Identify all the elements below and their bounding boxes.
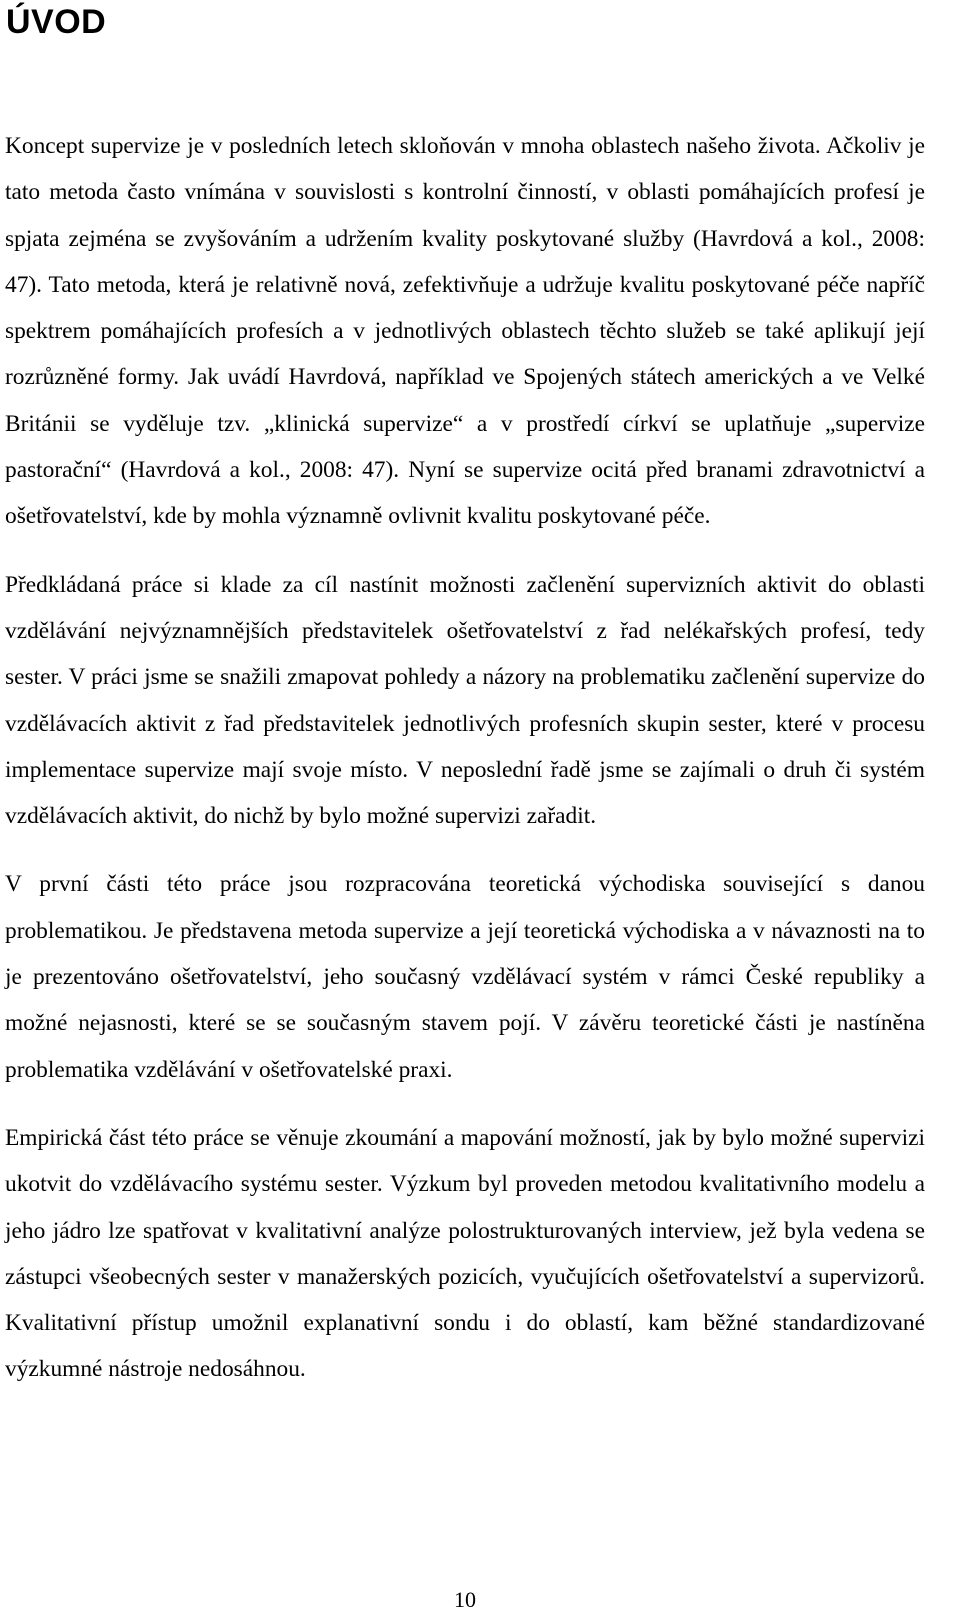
paragraph-1: Koncept supervize je v posledních letech skloňován v mnoha oblastech našeho života. Ačkoliv je tato metoda často vnímána v souvislosti s kontrolní činností, v oblasti pomáhajících profesí je spjata zejména se zvyšováním a udržením kvality poskytované služby (Havrdová a kol., 2008: 47). Tato metoda, která je relativně nová, zefektivňuje a udržuje kvalitu poskytované péče napříč spektrem pomáhajících profesích a v jednotlivých oblastech těchto služeb se také aplikují její rozrůzněné formy. Jak uvádí Havrdová, například ve Spojených státech amerických a ve Velké Británii se vyděluje tzv. „klinická supervize“ a v prostředí církví se uplatňuje „supervize pastorační“ (Havrdová a kol., 2008: 47). Nyní se supervize ocitá před branami zdravotnictví a ošetřovatelství, kde by mohla významně ovlivnit kvalitu poskytované péče. [5,133,925,530]
paragraph-3: V první části této práce jsou rozpracována teoretická východiska související s danou problematikou. Je představena metoda supervize a její teoretická východiska a v návaznosti na to je prezentováno ošetřovatelství, jeho současný vzdělávací systém v rámci České republiky a možné nejasnosti, které se se současným stavem pojí. V závěru teoretické části je nastíněna problematika vzdělávání v ošetřovatelské praxi. [5,871,925,1083]
document-body [5,123,925,1393]
page-title: ÚVOD [6,3,107,41]
paragraph-4: Empirická část této práce se věnuje zkoumání a mapování možností, jak by bylo možné supervizi ukotvit do vzdělávacího systému sester. Výzkum byl proveden metodou kvalitativního modelu a jeho jádro lze spatřovat v kvalitativní analýze polostrukturovaných interview, jež byla vedena se zástupci všeobecných sester v manažerských pozicích, vyučujících ošetřovatelství a supervizorů. Kvalitativní přístup umožnil explanativní sondu i do oblastí, kam běžné standardizované výzkumné nástroje nedosáhnou. [5,1124,925,1383]
page-number: 10 [454,1587,476,1612]
paragraph-2: Předkládaná práce si klade za cíl nastínit možnosti začlenění supervizních aktivit do oblasti vzdělávání nejvýznamnějších představitelek ošetřovatelství z řad nelékařských profesí, tedy sester. V práci jsme se snažili zmapovat pohledy a názory na problematiku začlenění supervize do vzdělávacích aktivit z řad představitelek jednotlivých profesních skupin sester, které v procesu implementace supervize mají svoje místo. V neposlední řadě jsme se zajímali o druh či systém vzdělávacích aktivit, do nichž by bylo možné supervizi zařadit. [5,571,925,830]
